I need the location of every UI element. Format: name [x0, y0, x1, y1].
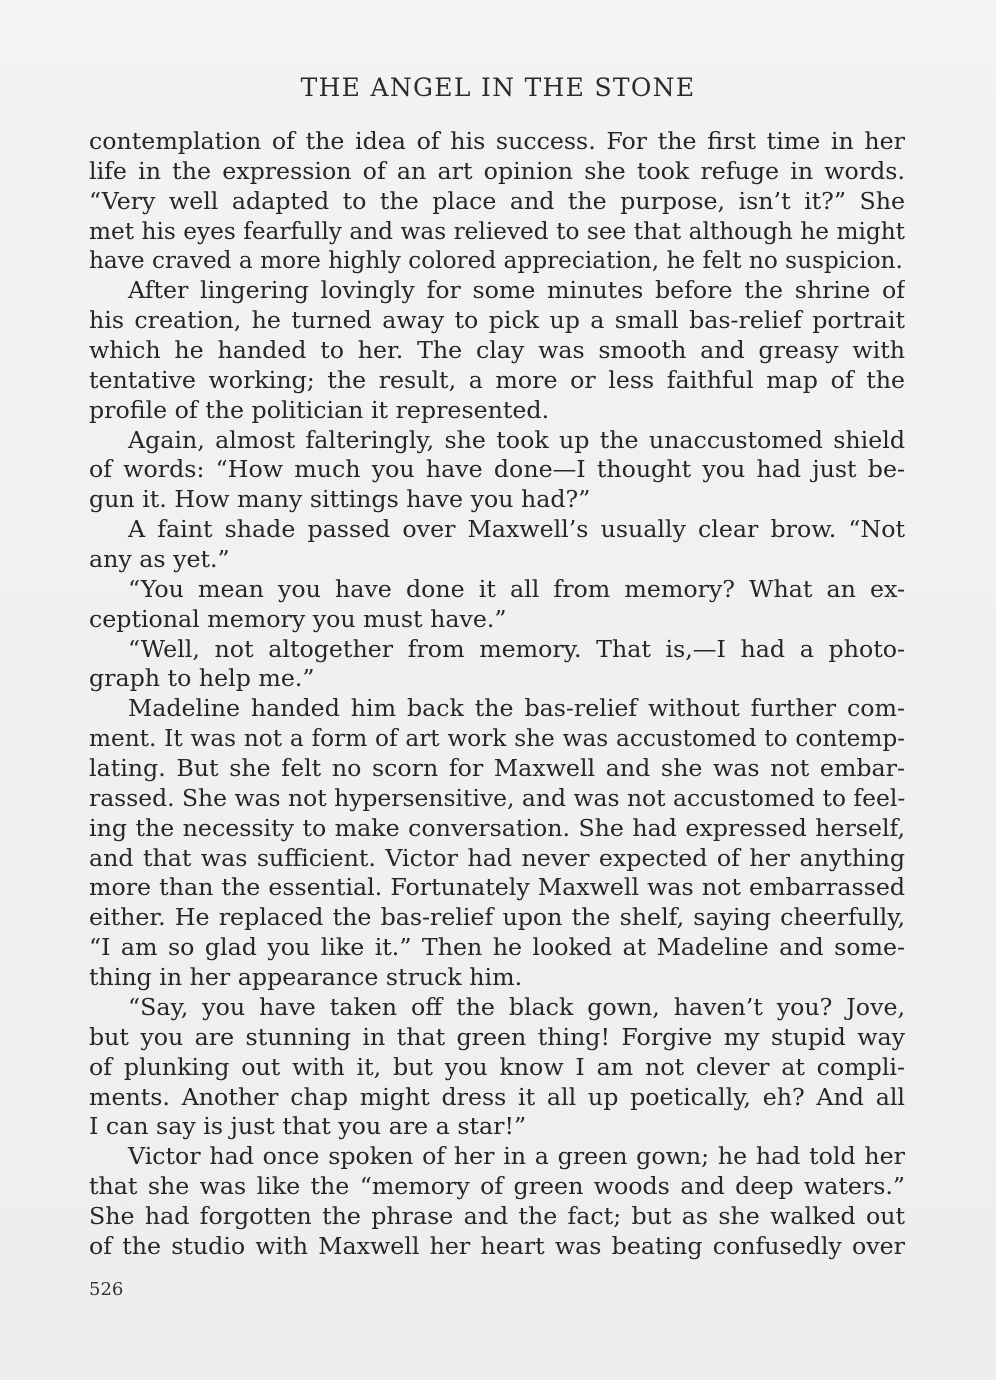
text-line: that she was like the “memory of green woods and deep waters.”: [89, 1172, 905, 1201]
text-line: any as yet.”: [89, 545, 230, 574]
text-line: “I am so glad you like it.” Then he looked at Madeline and some-: [89, 933, 905, 962]
text-line: After lingering lovingly for some minutes before the shrine of: [128, 276, 905, 305]
text-line: ceptional memory you must have.”: [89, 604, 507, 633]
text-line: have craved a more highly colored appreciation, he felt no suspicion.: [89, 247, 903, 275]
text-line: “You mean you have done it all from memory? What an ex-: [128, 574, 905, 603]
text-line: his creation, he turned away to pick up a small bas-relief portrait: [89, 306, 905, 335]
text-line: tentative working; the result, a more or less faithful map of the: [89, 365, 905, 394]
text-line: ments. Another chap might dress it all up poetically, eh? And all: [89, 1082, 905, 1111]
text-line: gun it. How many sittings have you had?”: [89, 485, 591, 514]
text-line: thing in her appearance struck him.: [89, 963, 523, 992]
text-line: graph to help me.”: [89, 664, 315, 693]
text-line: I can say is just that you are a star!”: [89, 1112, 527, 1141]
text-line: ing the necessity to make conversation. She had expressed herself,: [89, 813, 905, 842]
text-line: Victor had once spoken of her in a green gown; he had told her: [128, 1142, 905, 1171]
text-line: life in the expression of an art opinion she took refuge in words.: [89, 156, 905, 185]
text-line: “Well, not altogether from memory. That is,—I had a photo-: [128, 634, 905, 663]
running-head: THE ANGEL IN THE STONE: [300, 73, 696, 102]
text-line: of words: “How much you have done—I thought you had just be-: [89, 455, 905, 484]
text-line: Again, almost falteringly, she took up the unaccustomed shield: [128, 425, 905, 454]
body-text: [89, 127, 905, 1262]
text-line: “Say, you have taken off the black gown, haven’t you? Jove,: [128, 992, 905, 1021]
text-line: She had forgotten the phrase and the fact; but as she walked out: [89, 1201, 905, 1230]
text-line: ment. It was not a form of art work she was accustomed to contemp-: [89, 725, 905, 753]
text-line: profile of the politician it represented.: [89, 395, 550, 424]
text-line: either. He replaced the bas-relief upon the shelf, saying cheerfully,: [89, 903, 905, 932]
text-line: A faint shade passed over Maxwell’s usually clear brow. “Not: [128, 515, 905, 544]
text-line: more than the essential. Fortunately Maxwell was not embarrassed: [89, 873, 905, 902]
page-number: 526: [89, 1279, 124, 1300]
text-line: which he handed to her. The clay was smooth and greasy with: [89, 336, 905, 365]
text-line: of plunking out with it, but you know I am not clever at compli-: [89, 1052, 905, 1081]
text-line: Madeline handed him back the bas-relief without further com-: [128, 694, 905, 723]
text-line: met his eyes fearfully and was relieved to see that although he might: [89, 217, 905, 245]
text-line: lating. But she felt no scorn for Maxwell and she was not embar-: [89, 754, 905, 783]
text-line: “Very well adapted to the place and the purpose, isn’t it?” She: [89, 186, 905, 215]
text-line: but you are stunning in that green thing! Forgive my stupid way: [89, 1022, 905, 1051]
text-line: rassed. She was not hypersensitive, and was not accustomed to feel-: [89, 783, 905, 812]
text-line: of the studio with Maxwell her heart was beating confusedly over: [89, 1231, 905, 1260]
text-line: contemplation of the idea of his success. For the first time in her: [89, 127, 905, 155]
text-line: and that was sufficient. Victor had never expected of her anything: [89, 843, 905, 872]
